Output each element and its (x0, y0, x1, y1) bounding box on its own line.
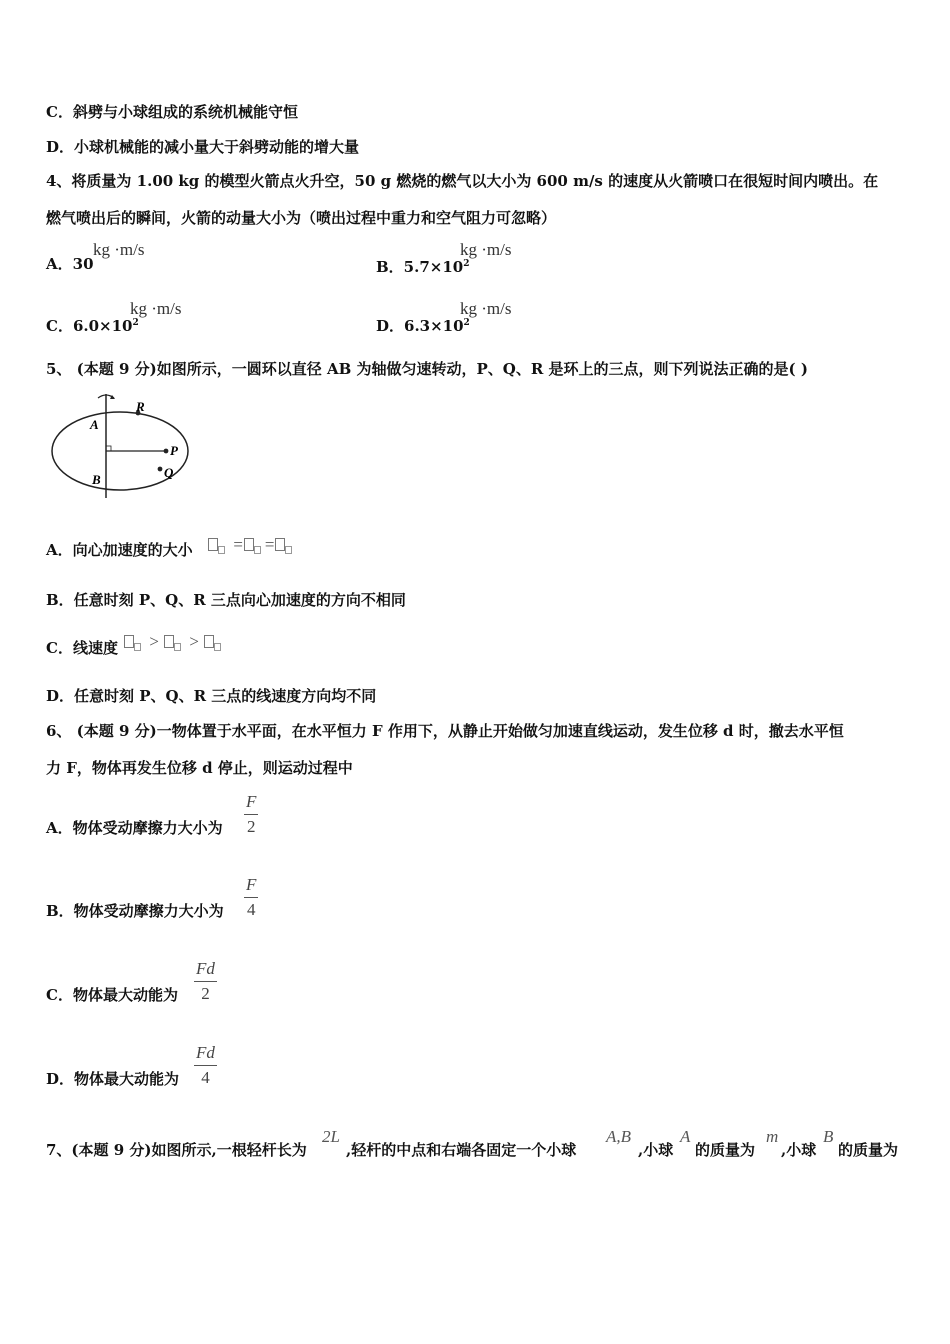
q7-ball-a: A (680, 1127, 691, 1146)
q6-option-a: A．物体受动摩擦力大小为 (46, 819, 223, 837)
q4-option-c: C．$6.0\times 10^2$ (46, 317, 139, 335)
label-a: A (90, 417, 99, 432)
q5-option-a: A．向心加速度的大小 (46, 541, 193, 559)
label-r: R (136, 399, 145, 414)
q3-option-d: D．小球机械能的减小量大于斜劈动能的增大量 (46, 138, 360, 156)
q6d-fraction: Fd 4 (196, 1043, 215, 1087)
q7-stem-c: ,小球 (638, 1141, 674, 1159)
point-q (158, 467, 163, 472)
q6-option-c: C．物体最大动能为 (46, 986, 178, 1004)
q4-option-a: A．30 (46, 255, 94, 273)
label-p: P (170, 443, 178, 458)
q4-stem-line2: 燃气喷出后的瞬间，火箭的动量大小为（喷出过程中重力和空气阻力可忽略） (46, 209, 557, 227)
rotating-ring-figure (46, 390, 196, 500)
label-b: B (92, 472, 101, 487)
q5c-formula: > > (124, 632, 224, 652)
q4-unit-b: kg ·m/s (460, 240, 512, 259)
q5-option-b: B．任意时刻 P、Q、R 三点向心加速度的方向不相同 (46, 591, 406, 609)
q4-option-d: D．$6.3\times 10^2$ (376, 317, 470, 335)
q4-unit-a: kg ·m/s (93, 240, 145, 259)
q4-option-b: B．$5.7\times 10^2$ (376, 258, 470, 276)
q7-stem-e: ,小球 (781, 1141, 817, 1159)
q4-unit-c: kg ·m/s (130, 299, 182, 318)
q7-stem-d: 的质量为 (695, 1141, 756, 1159)
q7-stem-b: ,轻杆的中点和右端各固定一个小球 (346, 1141, 577, 1159)
q4-stem-line1: 4、将质量为 1.00 kg 的模型火箭点火升空，50 g 燃烧的燃气以大小为 600 m/s 的速度从火箭喷口在很短时间内喷出。在 (46, 172, 879, 190)
q6b-fraction: F 4 (246, 875, 257, 919)
q5a-formula: = = (208, 535, 295, 555)
q7-balls-ab: A,B (606, 1127, 632, 1146)
label-q: Q (164, 465, 174, 480)
q6a-fraction: F 2 (246, 792, 257, 836)
point-p (164, 449, 169, 454)
q5-stem: 5、 (本题 9 分)如图所示，一圆环以直径 AB 为轴做匀速转动，P、Q、R 是环上的三点，则下列说法正确的是( ) (46, 360, 808, 378)
q4-unit-d: kg ·m/s (460, 299, 512, 318)
q5-option-c: C．线速度 (46, 639, 118, 657)
q6-option-b: B．物体受动摩擦力大小为 (46, 902, 224, 920)
q6-stem-line2: 力 F，物体再发生位移 d 停止，则运动过程中 (46, 759, 353, 777)
q7-mass-m: m (766, 1127, 779, 1146)
q3-option-c: C．斜劈与小球组成的系统机械能守恒 (46, 103, 298, 121)
q7-ball-b: B (823, 1127, 834, 1146)
q7-length-2l: 2L (322, 1127, 340, 1146)
q7-stem-f: 的质量为 (838, 1141, 899, 1159)
q5-option-d: D．任意时刻 P、Q、R 三点的线速度方向均不同 (46, 687, 377, 705)
q6-option-d: D．物体最大动能为 (46, 1070, 180, 1088)
q6c-fraction: Fd 2 (196, 959, 215, 1003)
q7-stem: 7、(本题 9 分)如图所示,一根轻杆长为 (46, 1141, 307, 1159)
q6-stem-line1: 6、 (本题 9 分)一物体置于水平面，在水平恒力 F 作用下，从静止开始做匀加速直线运动，发生位移 d 时，撤去水平恒 (46, 722, 844, 740)
